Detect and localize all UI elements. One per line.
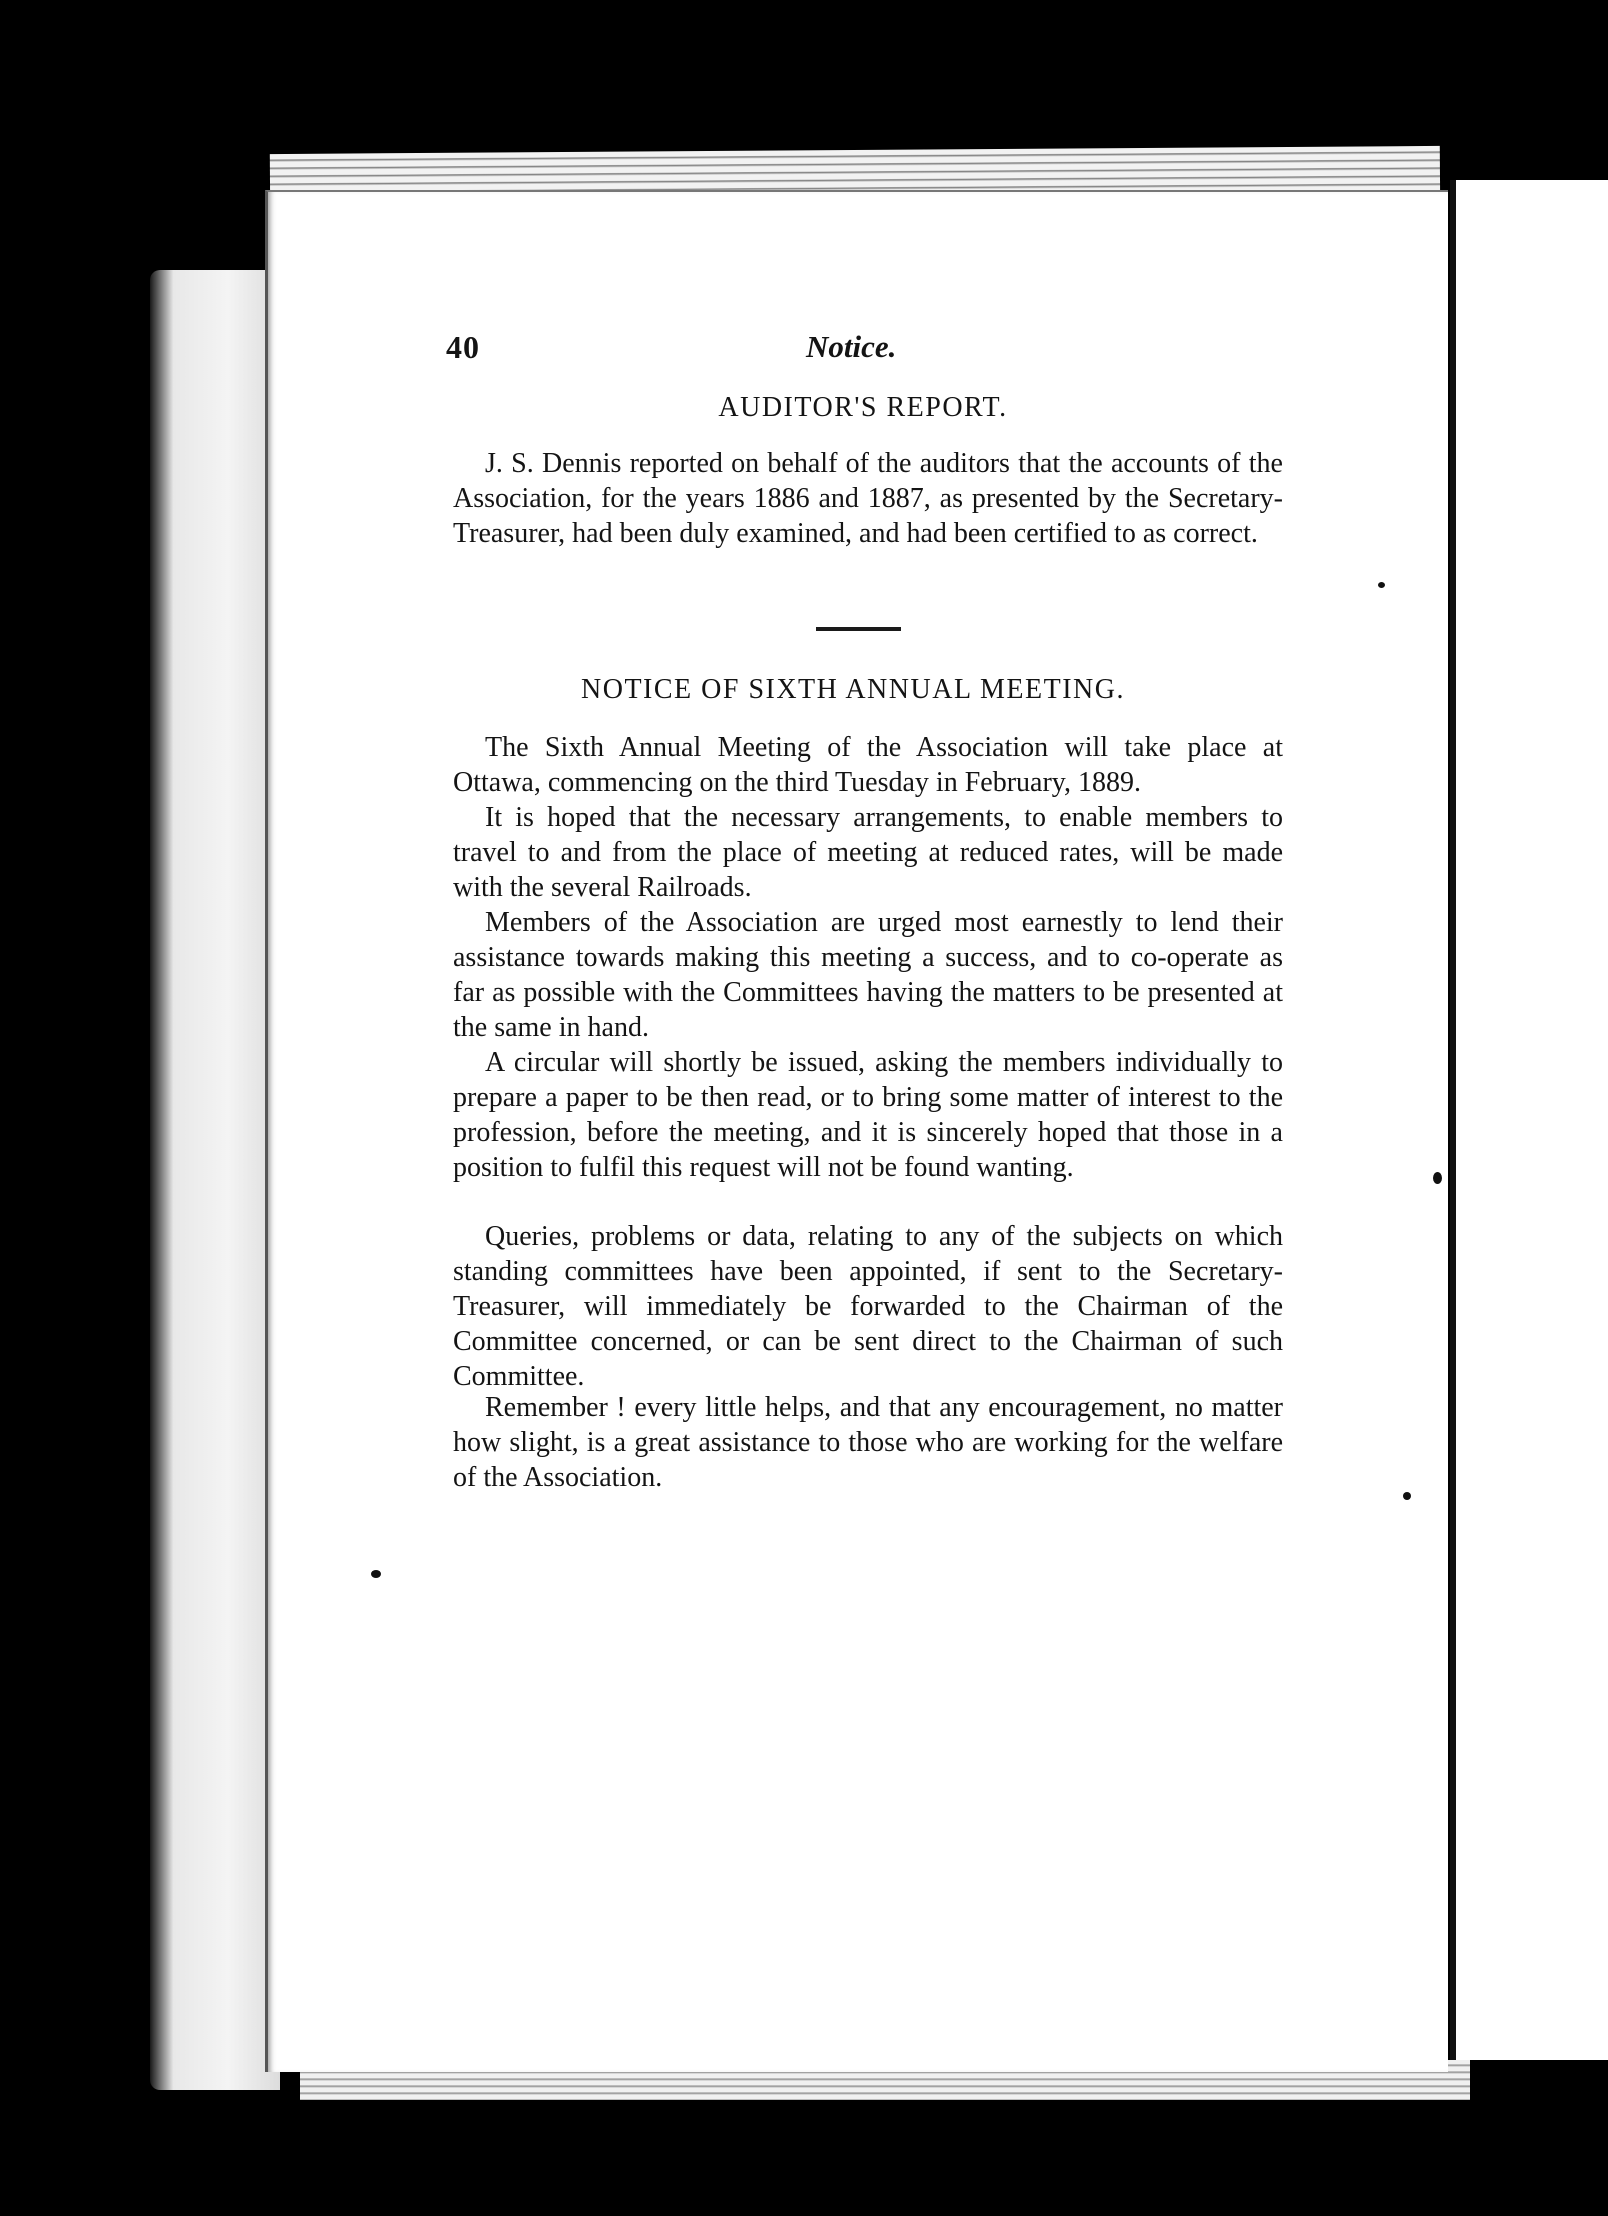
ink-speck — [1433, 1172, 1442, 1184]
notice-paragraph: Members of the Association are urged most earnestly to lend their assistance towards making this meeting a success, and to co-operate as far as possible with the Committees having the matters to be presented at the same in hand. — [453, 907, 1283, 1043]
facing-page-strip — [1450, 180, 1608, 2060]
left-page-edges — [150, 270, 280, 2090]
auditors-report-paragraph: J. S. Dennis reported on behalf of the auditors that the accounts of the Association, for the years 1886 and 1887, as presented by the Secretary-Treasurer, had been duly examined, and had been certified to as correct. — [453, 448, 1283, 549]
notice-paragraph: It is hoped that the necessary arrangements, to enable members to travel to and from the place of meeting at reduced rates, will be made with the several Railroads. — [453, 802, 1283, 903]
book-page — [265, 190, 1448, 2072]
ink-speck — [1378, 582, 1385, 588]
section-divider-rule — [816, 627, 901, 631]
notice-paragraph: Queries, problems or data, relating to any of the subjects on which standing committees have been appointed, if sent to the Secretary-Treasurer, will immediately be forwarded to the Chairman of the Committee concerned, or can be sent direct to the Chairman of such Committee. — [453, 1221, 1283, 1392]
notice-paragraph: A circular will shortly be issued, asking the members individually to prepare a paper to be then read, or to bring some matter of interest to the profession, before the meeting, and it is sincerely hoped that those in a position to fulfil this request will not be found wanting. — [453, 1047, 1283, 1183]
notice-heading: NOTICE OF SIXTH ANNUAL MEETING. — [581, 674, 1125, 705]
page-number: 40 — [446, 329, 480, 365]
auditors-report-heading: AUDITOR'S REPORT. — [718, 392, 1008, 423]
ink-speck — [1403, 1492, 1411, 1500]
running-head: Notice. — [806, 329, 897, 364]
notice-paragraph: Remember ! every little helps, and that any encouragement, no matter how slight, is a great assistance to those who are working for the welfare of the Association. — [453, 1392, 1283, 1493]
notice-paragraph: The Sixth Annual Meeting of the Association will take place at Ottawa, commencing on the third Tuesday in February, 1889. — [453, 732, 1283, 798]
ink-speck — [371, 1570, 381, 1578]
